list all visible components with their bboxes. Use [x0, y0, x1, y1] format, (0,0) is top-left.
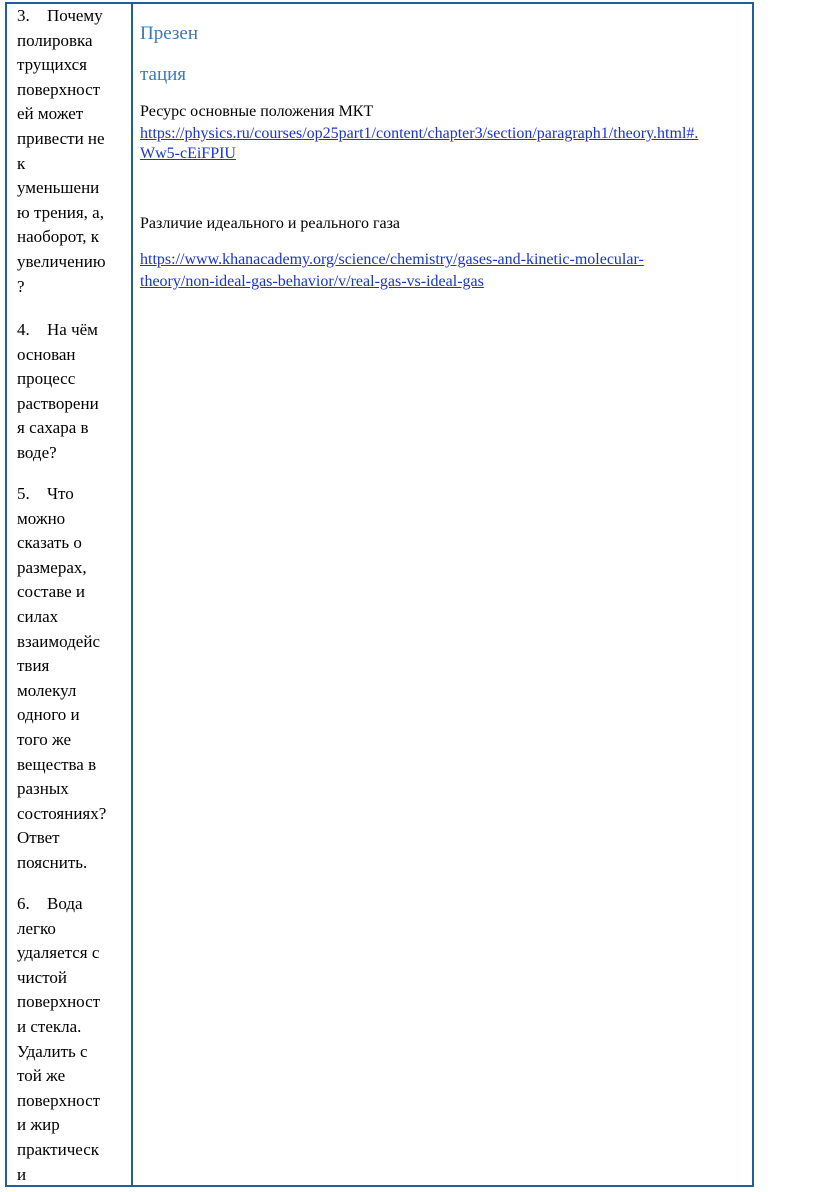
question-text-line: воде?	[17, 442, 57, 462]
question-text-line: ей может	[17, 104, 84, 124]
question-text-line: наоборот, к	[17, 227, 99, 247]
question-text-line: размерах,	[17, 557, 87, 577]
question-number: 4.	[17, 320, 30, 339]
question-text-line: пояснить.	[17, 852, 88, 872]
physics-link[interactable]: https://physics.ru/courses/op25part1/content/chapter3/section/paragraph1/theory.html#.	[140, 125, 699, 142]
question-text-line: растворени	[17, 393, 99, 413]
question-text-line: Удалить с	[17, 1041, 88, 1061]
question-text-line: я сахара в	[17, 418, 89, 438]
question-6	[17, 892, 100, 1187]
question-text-line: той же	[17, 1066, 66, 1086]
question-text-line: увеличению	[17, 251, 106, 271]
question-text-line: сказать о	[17, 533, 82, 553]
question-text-line: На чём	[47, 320, 98, 339]
question-text-line: взаимодейс	[17, 631, 100, 651]
question-text-line: поверхност	[17, 1090, 101, 1110]
question-number: 6.	[17, 894, 30, 913]
question-table	[5, 2, 754, 1187]
question-text-line: чистой	[17, 967, 67, 987]
question-text-line: Что	[47, 484, 74, 503]
question-text-line: Вода	[47, 894, 83, 913]
gas-comparison-label: Различие идеального и реального газа	[140, 215, 401, 232]
question-4	[17, 318, 99, 466]
question-text-line: твия	[17, 656, 50, 676]
question-text-line: уменьшени	[17, 178, 100, 198]
question-text-line: одного и	[17, 705, 80, 725]
question-text-line: к	[17, 153, 26, 173]
question-5	[17, 482, 106, 876]
question-text-line: ю трения, а,	[17, 202, 104, 222]
question-number: 5.	[17, 484, 30, 503]
column-divider	[131, 4, 133, 1185]
khanacademy-link-continued[interactable]: theory/non-ideal-gas-behavior/v/real-gas-vs-ideal-gas	[140, 273, 484, 290]
question-text-line: разных	[17, 779, 69, 799]
question-text-line: и	[17, 1164, 27, 1184]
question-text-line: привести не	[17, 128, 105, 148]
question-text-line: можно	[17, 508, 66, 528]
physics-link-continued[interactable]: Ww5-cEiFPIU	[140, 145, 236, 162]
question-text-line: силах	[17, 606, 59, 626]
question-text-line: состояниях?	[17, 803, 107, 823]
question-text-line: и стекла.	[17, 1016, 82, 1036]
question-text-line: и жир	[17, 1115, 60, 1135]
presentation-title-line2: тация	[140, 64, 187, 85]
question-text-line: процесс	[17, 369, 76, 389]
question-text-line: молекул	[17, 680, 77, 700]
khanacademy-link[interactable]: https://www.khanacademy.org/science/chemistry/gases-and-kinetic-molecular-	[140, 251, 644, 268]
question-text-line: вещества в	[17, 754, 97, 774]
resource-label: Ресурс основные положения МКТ	[140, 103, 374, 120]
question-text-line: поверхност	[17, 79, 101, 99]
question-text-line: ?	[17, 276, 25, 296]
question-text-line: того же	[17, 729, 72, 749]
question-text-line: составе и	[17, 582, 86, 602]
question-text-line: основан	[17, 344, 76, 364]
question-text-line: легко	[17, 918, 56, 938]
question-text-line: полировка	[17, 30, 93, 50]
question-text-line: Почему	[47, 6, 103, 25]
question-text-line: Ответ	[17, 828, 60, 848]
question-text-line: трущихся	[17, 55, 87, 75]
question-text-line: поверхност	[17, 992, 101, 1012]
question-3	[17, 4, 106, 299]
question-text-line: практическ	[17, 1139, 100, 1159]
question-number: 3.	[17, 6, 30, 25]
question-text-line: удаляется с	[17, 943, 100, 963]
presentation-title-line1: Презен	[140, 23, 198, 44]
